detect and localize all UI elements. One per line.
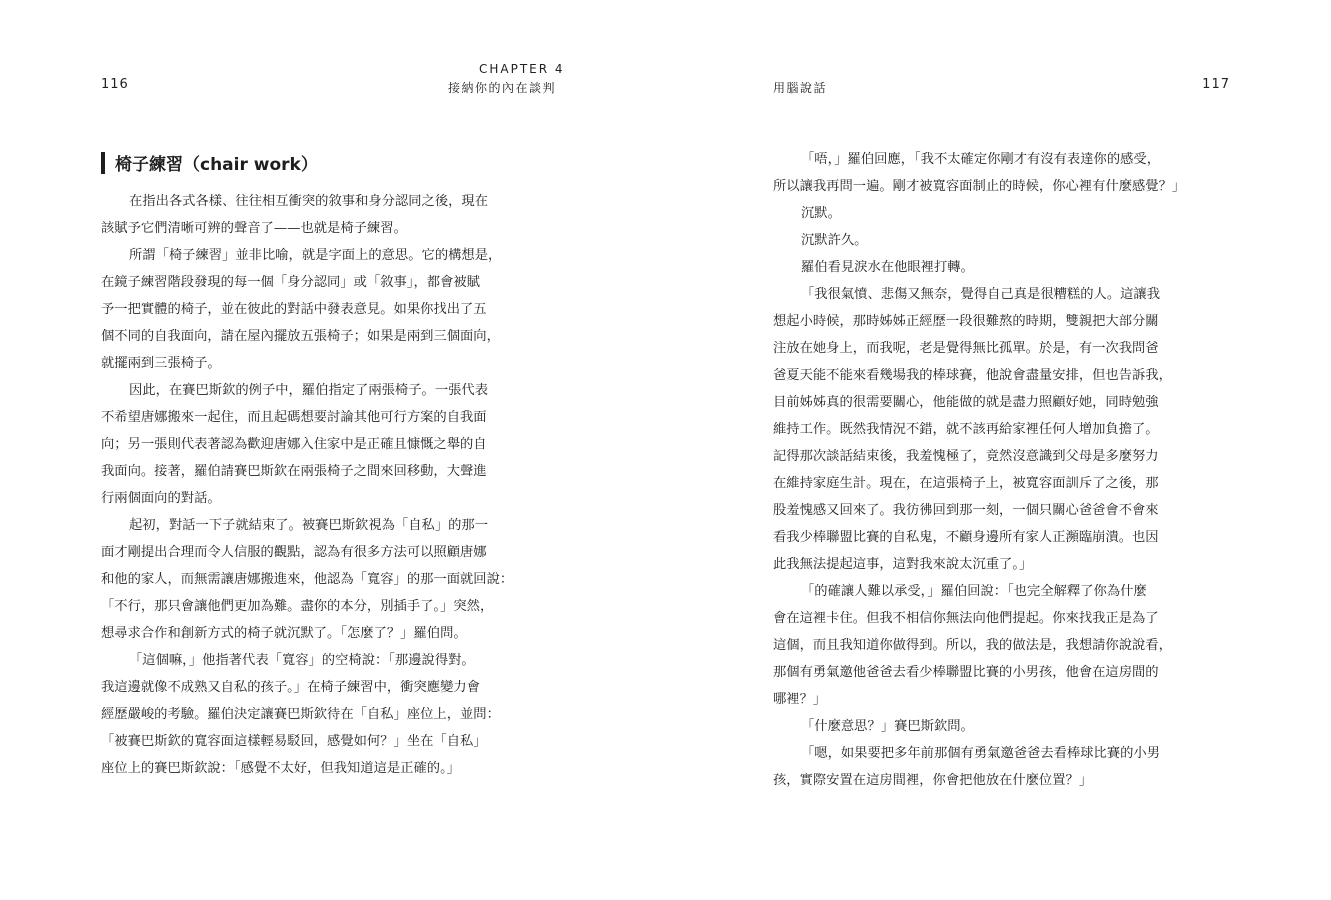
text-line: 所謂「椅子練習」並非比喻，就是字面上的意思。它的構想是， <box>129 248 502 263</box>
text-line: 個不同的自我面向，請在屋內擺放五張椅子；如果是兩到三個面向， <box>101 329 500 344</box>
text-line: 「唔，」羅伯回應，「我不太確定你剛才有沒有表達你的感受， <box>801 152 1161 167</box>
text-line: 「這個嘛，」他指著代表「寬容」的空椅說：「那邊說得對。 <box>129 653 475 668</box>
chapter-title: 接納你的內在談判 <box>448 81 557 95</box>
text-line: 「嗯，如果要把多年前那個有勇氣邀爸爸去看棒球比賽的小男 <box>801 746 1161 761</box>
text-line: 不希望唐娜搬來一起住，而且起碼想要討論其他可行方案的自我面 <box>101 410 487 425</box>
text-line: 就擺兩到三張椅子。 <box>101 356 221 371</box>
text-line: 這個，而且我知道你做得到。所以，我的做法是，我想請你說說看， <box>773 638 1172 653</box>
text-line: 記得那次談話結束後，我羞愧極了，竟然沒意識到父母是多麼努力 <box>773 449 1159 464</box>
text-line: 想起小時候，那時姊姊正經歷一段很難熬的時期，雙親把大部分關 <box>773 314 1159 329</box>
text-line: 在維持家庭生計。現在，在這張椅子上，被寬容面訓斥了之後，那 <box>773 476 1159 491</box>
right-page-number: 117 <box>1202 77 1230 92</box>
text-line: 「什麼意思？」賽巴斯欽問。 <box>801 719 974 734</box>
text-line: 想尋求合作和創新方式的椅子就沉默了。「怎麼了？」羅伯問。 <box>101 626 467 641</box>
text-line: 「被賽巴斯欽的寬容面這樣輕易駁回，感覺如何？」坐在「自私」 <box>101 734 487 749</box>
text-line: 沉默。 <box>801 206 841 221</box>
text-line: 爸夏天能不能來看幾場我的棒球賽，他說會盡量安排，但也告訴我， <box>773 368 1172 383</box>
text-line: 哪裡？」 <box>773 692 827 707</box>
text-line: 羅伯看見淚水在他眼裡打轉。 <box>801 260 974 275</box>
text-line: 行兩個面向的對話。 <box>101 491 221 506</box>
text-line: 看我少棒聯盟比賽的自私鬼，不顧身邊所有家人正瀕臨崩潰。也因 <box>773 530 1159 545</box>
text-line: 在指出各式各樣、往往相互衝突的敘事和身分認同之後，現在 <box>129 194 489 209</box>
chapter-label: CHAPTER 4 <box>479 62 565 76</box>
text-line: 座位上的賽巴斯欽說：「感覺不太好，但我知道這是正確的。」 <box>101 761 461 776</box>
text-line: 此我無法提起這事，這對我來說太沉重了。」 <box>773 557 1033 572</box>
left-page <box>0 0 665 900</box>
section-heading <box>101 150 318 175</box>
text-line: 孩，實際安置在這房間裡，你會把他放在什麼位置？」 <box>773 773 1093 788</box>
text-line: 股羞愧感又回來了。我彷彿回到那一刻，一個只關心爸爸會不會來 <box>773 503 1159 518</box>
left-page-number: 116 <box>101 77 129 92</box>
text-line: 沉默許久。 <box>801 233 868 248</box>
text-line: 我面向。接著，羅伯請賽巴斯欽在兩張椅子之間來回移動，大聲進 <box>101 464 487 479</box>
text-line: 面才剛提出合理而令人信服的觀點，認為有很多方法可以照顧唐娜 <box>101 545 487 560</box>
right-page <box>666 0 1331 900</box>
text-line: 起初，對話一下子就結束了。被賽巴斯欽視為「自私」的那一 <box>129 518 489 533</box>
text-line: 「的確讓人難以承受，」羅伯回說：「也完全解釋了你為什麼 <box>801 584 1147 599</box>
text-line: 該賦予它們清晰可辨的聲音了——也就是椅子練習。 <box>101 221 407 236</box>
text-line: 和他的家人，而無需讓唐娜搬進來，他認為「寬容」的那一面就回說： <box>101 572 514 587</box>
running-head-title: 用腦說話 <box>773 81 828 95</box>
text-line: 我這邊就像不成熟又自私的孩子。」在椅子練習中，衝突應變力會 <box>101 680 480 695</box>
right-body-text <box>773 146 1231 794</box>
text-line: 「我很氣憤、悲傷又無奈，覺得自己真是很糟糕的人。這讓我 <box>801 287 1161 302</box>
text-line: 那個有勇氣邀他爸爸去看少棒聯盟比賽的小男孩，他會在這房間的 <box>773 665 1159 680</box>
heading-marker-bar <box>101 152 105 174</box>
text-line: 因此，在賽巴斯欽的例子中，羅伯指定了兩張椅子。一張代表 <box>129 383 489 398</box>
text-line: 維持工作。既然我情況不錯，就不該再給家裡任何人增加負擔了。 <box>773 422 1159 437</box>
left-body-text <box>101 188 559 782</box>
section-heading-text: 椅子練習（chair work） <box>115 155 318 175</box>
text-line: 注放在她身上，而我呢，老是覺得無比孤單。於是，有一次我問爸 <box>773 341 1159 356</box>
text-line: 經歷嚴峻的考驗。羅伯決定讓賽巴斯欽待在「自私」座位上，並問： <box>101 707 500 722</box>
text-line: 目前姊姊真的很需要關心，他能做的就是盡力照顧好她，同時勉強 <box>773 395 1159 410</box>
text-line: 會在這裡卡住。但我不相信你無法向他們提起。你來找我正是為了 <box>773 611 1159 626</box>
text-line: 予一把實體的椅子，並在彼此的對話中發表意見。如果你找出了五 <box>101 302 487 317</box>
text-line: 「不行，那只會讓他們更加為難。盡你的本分，別插手了。」突然， <box>101 599 494 614</box>
text-line: 向；另一張則代表著認為歡迎唐娜入住家中是正確且慷慨之舉的自 <box>101 437 487 452</box>
text-line: 在鏡子練習階段發現的每一個「身分認同」或「敘事」，都會被賦 <box>101 275 480 290</box>
text-line: 所以讓我再問一遍。剛才被寬容面制止的時候，你心裡有什麼感覺？」 <box>773 179 1186 194</box>
